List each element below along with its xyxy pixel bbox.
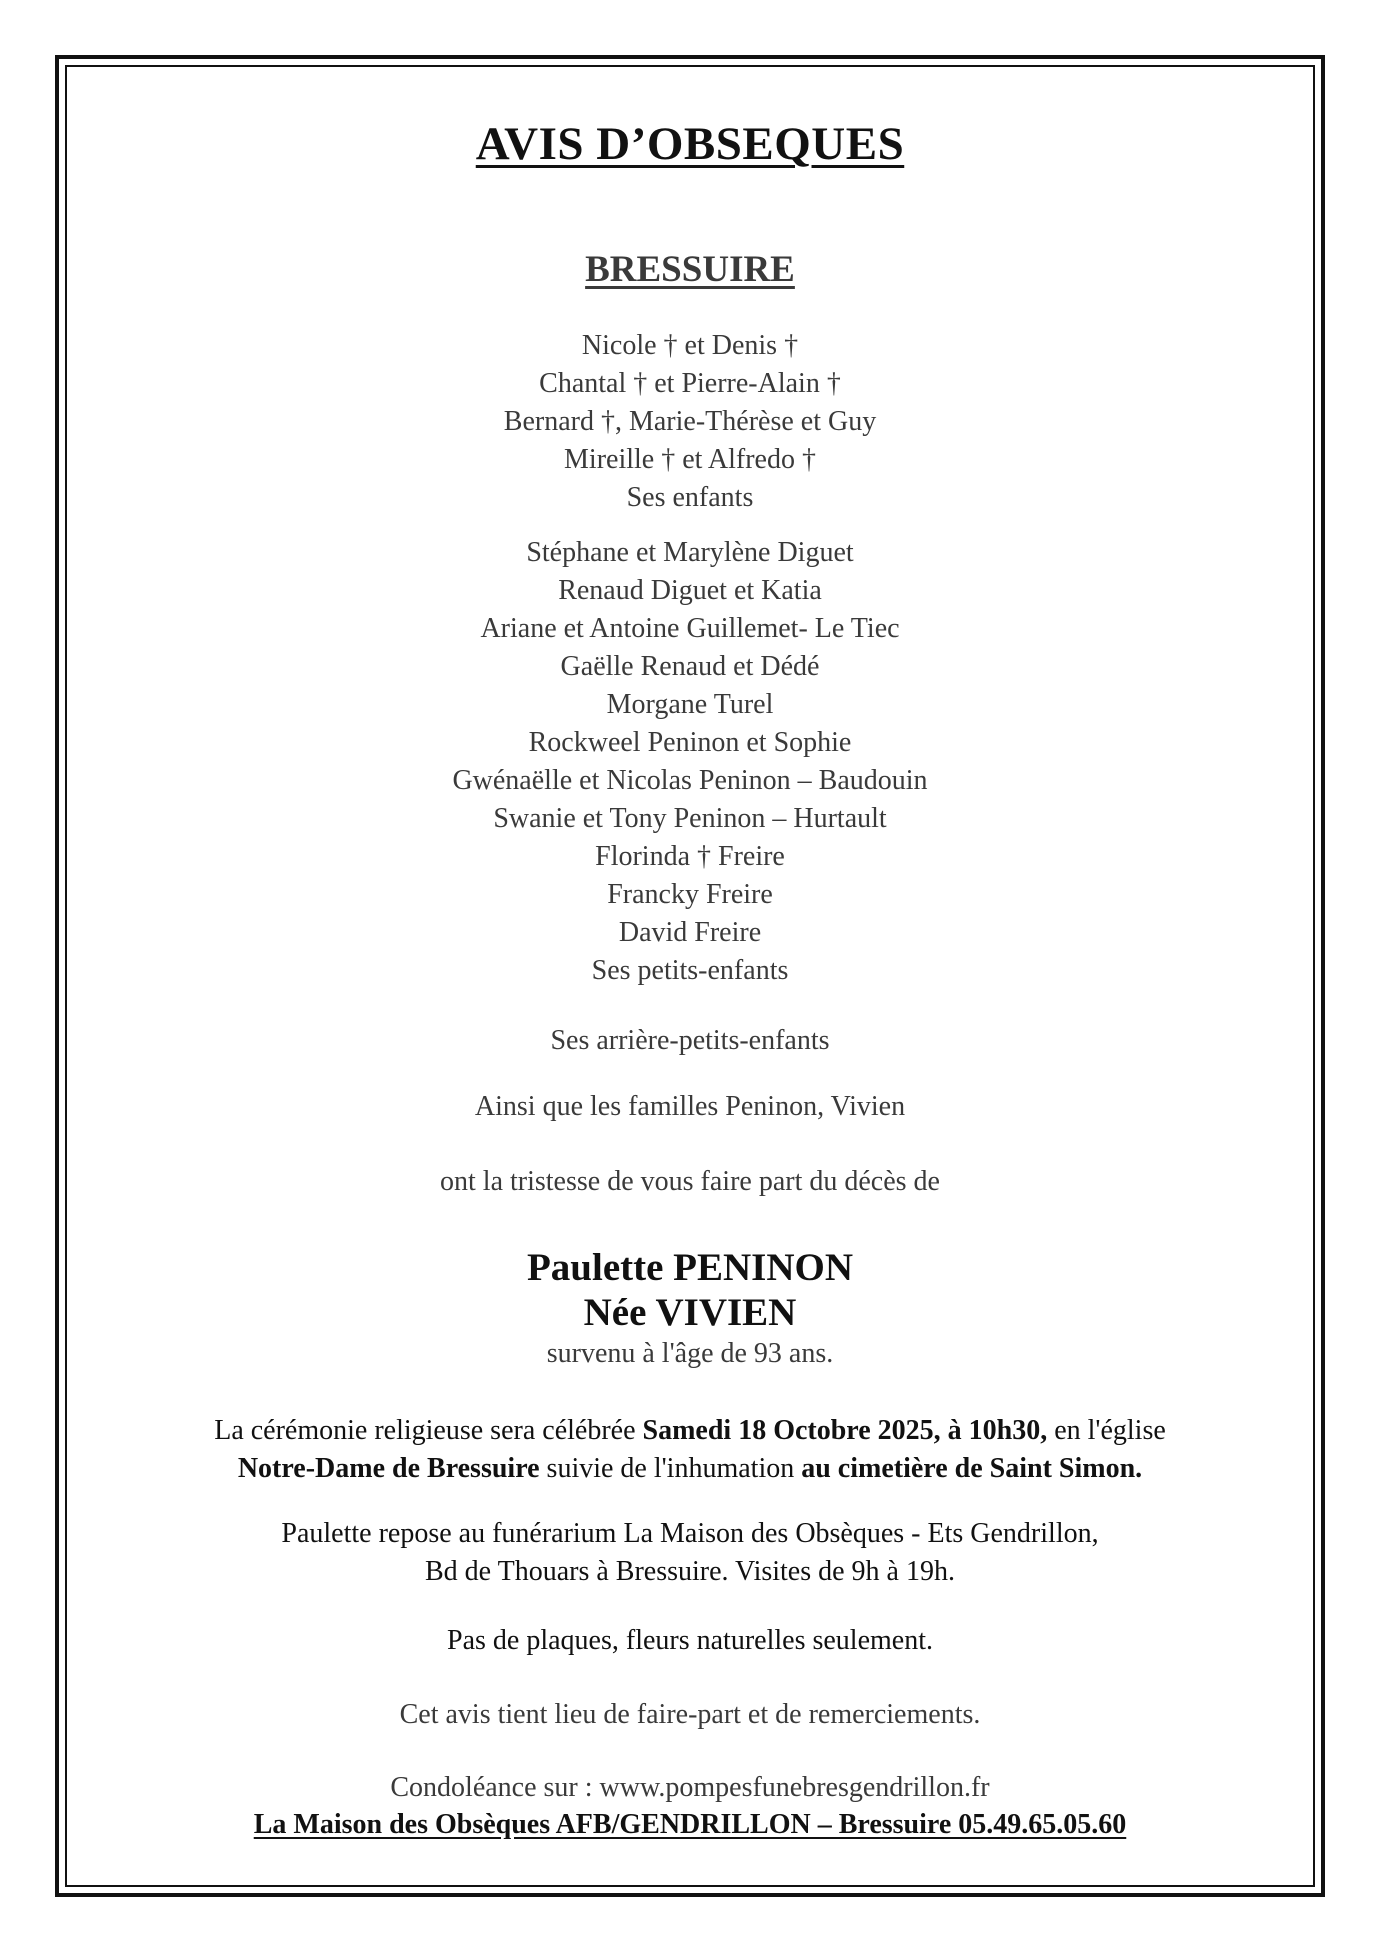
grandchildren-list <box>67 534 1313 990</box>
deceased-block <box>67 1245 1313 1373</box>
list-item: Renaud Diguet et Katia <box>558 575 822 606</box>
deceased-name: Paulette PENINON <box>526 1246 854 1289</box>
list-item: David Freire <box>618 917 762 948</box>
list-item: Chantal † et Pierre-Alain † <box>539 368 841 399</box>
list-item: Ses enfants <box>626 482 754 513</box>
list-item: Gwénaëlle et Nicolas Peninon – Baudouin <box>452 765 928 796</box>
deceased-maiden-name: Née VIVIEN <box>583 1291 797 1334</box>
ceremony-text: suivie de l'inhumation <box>539 1453 802 1484</box>
list-item: Swanie et Tony Peninon – Hurtault <box>493 803 887 834</box>
children-list <box>67 327 1313 517</box>
list-item: Rockweel Peninon et Sophie <box>528 727 852 758</box>
list-item: Nicole † et Denis † <box>581 330 799 361</box>
list-item: Ses petits-enfants <box>591 955 789 986</box>
ceremony-line-1 <box>67 1412 1313 1450</box>
ceremony-cemetery: au cimetière de Saint Simon. <box>801 1453 1143 1484</box>
families-line: Ainsi que les familles Peninon, Vivien <box>474 1091 906 1122</box>
ceremony-church: Notre-Dame de Bressuire <box>237 1453 540 1484</box>
list-item: Mireille † et Alfredo † <box>564 444 816 475</box>
rest-paragraph <box>67 1515 1313 1591</box>
rest-line-1: Paulette repose au funérarium La Maison des Obsèques - Ets Gendrillon, <box>281 1518 1099 1549</box>
flowers-line: Pas de plaques, fleurs naturelles seulement. <box>447 1625 933 1656</box>
condolences-line: Condoléance sur : www.pompesfunebresgendrillon.fr <box>390 1772 990 1803</box>
ceremony-text: La cérémonie religieuse sera célébrée <box>214 1415 643 1446</box>
announcement-line: ont la tristesse de vous faire part du décès de <box>440 1166 940 1197</box>
footer-contact: La Maison des Obsèques AFB/GENDRILLON – Bressuire 05.49.65.05.60 <box>253 1809 1127 1840</box>
list-item: Ariane et Antoine Guillemet- Le Tiec <box>480 613 900 644</box>
ceremony-text: en l'église <box>1047 1415 1166 1446</box>
list-item: Stéphane et Marylène Diguet <box>526 537 854 568</box>
ceremony-paragraph <box>67 1412 1313 1488</box>
ceremony-line-2 <box>67 1450 1313 1488</box>
great-grandchildren: Ses arrière-petits-enfants <box>550 1025 830 1056</box>
list-item: Morgane Turel <box>606 689 774 720</box>
list-item: Francky Freire <box>607 879 773 910</box>
ceremony-date: Samedi 18 Octobre 2025, à 10h30, <box>642 1415 1048 1446</box>
list-item: Florinda † Freire <box>595 841 785 872</box>
rest-line-2: Bd de Thouars à Bressuire. Visites de 9h à 19h. <box>425 1556 955 1587</box>
notice-line: Cet avis tient lieu de faire-part et de remerciements. <box>399 1699 981 1730</box>
page-title: AVIS D’OBSEQUES <box>475 118 905 170</box>
list-item: Gaëlle Renaud et Dédé <box>560 651 820 682</box>
deceased-age: survenu à l'âge de 93 ans. <box>546 1338 834 1369</box>
city-heading: BRESSUIRE <box>585 249 795 290</box>
list-item: Bernard †, Marie-Thérèse et Guy <box>503 406 877 437</box>
